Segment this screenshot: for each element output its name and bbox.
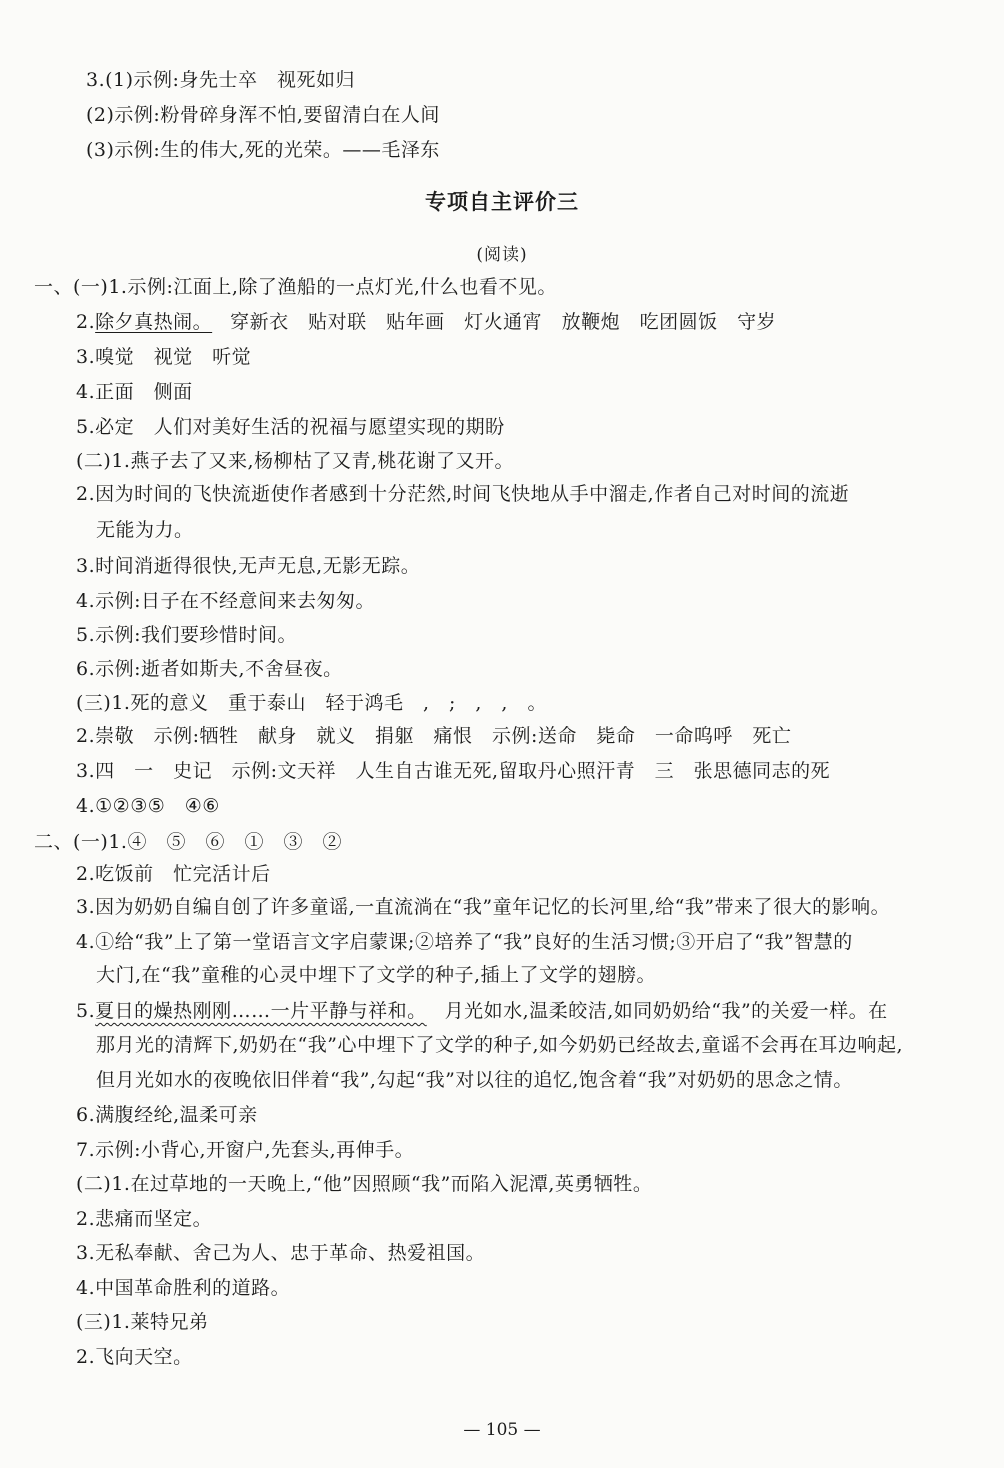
answer-text: 穿新衣 贴对联 贴年画 灯火通宵 放鞭炮 吃团圆饭 守岁 (230, 311, 777, 333)
answer-line: (三)1.莱特兄弟 (76, 1311, 209, 1333)
answer-line: (二)1.在过草地的一天晚上,“他”因照顾“我”而陷入泥潭,英勇牺牲。 (76, 1173, 653, 1195)
answer-line: 一、(一)1.示例:江面上,除了渔船的一点灯光,什么也看不见。 (34, 276, 557, 298)
underlined-sentence: 夏日的燥热刚刚……一片平静与祥和。 (95, 1000, 427, 1022)
answer-line: 2.吃饭前 忙完活计后 (76, 863, 271, 885)
underlined-sentence: 除夕真热闹。 (95, 311, 213, 333)
answer-line: 那月光的清辉下,奶奶在“我”心中埋下了文学的种子,如今奶奶已经故去,童谣不会再在耳边响起, (96, 1034, 904, 1056)
answer-line: 3.时间消逝得很快,无声无息,无影无踪。 (76, 555, 421, 577)
answer-line: 4.示例:日子在不经意间来去匆匆。 (76, 590, 376, 612)
answer-line: 6.满腹经纶,温柔可亲 (76, 1104, 258, 1126)
answer-line: 大门,在“我”童稚的心灵中埋下了文学的种子,插上了文学的翅膀。 (96, 964, 657, 986)
answer-line: 二、(一)1.④ ⑤ ⑥ ① ③ ② (34, 831, 342, 853)
section-subtitle: (阅读) (476, 245, 528, 265)
answer-line: 4.正面 侧面 (76, 381, 193, 403)
answer-line: (二)1.燕子去了又来,杨柳枯了又青,桃花谢了又开。 (76, 450, 515, 472)
answer-number: 2. (76, 311, 96, 333)
section-title: 专项自主评价三 (425, 190, 579, 214)
answer-line: 3.因为奶奶自编自创了许多童谣,一直流淌在“我”童年记忆的长河里,给“我”带来了很大的影响。 (76, 896, 891, 918)
answer-line: (3)示例:生的伟大,死的光荣。——毛泽东 (86, 139, 440, 161)
answer-line: 4.①给“我”上了第一堂语言文字启蒙课;②培养了“我”良好的生活习惯;③开启了“我”智慧的 (76, 931, 853, 953)
answer-line: 5.必定 人们对美好生活的祝福与愿望实现的期盼 (76, 416, 505, 438)
answer-line: 2.因为时间的飞快流逝使作者感到十分茫然,时间飞快地从手中溜走,作者自己对时间的流逝 (76, 483, 850, 505)
answer-line (76, 999, 888, 1023)
answer-text: 月光如水,温柔皎洁,如同奶奶给“我”的关爱一样。在 (444, 1000, 888, 1022)
answer-line: 3.嗅觉 视觉 听觉 (76, 346, 252, 368)
answer-line: (三)1.死的意义 重于泰山 轻于鸿毛 , ; , , 。 (76, 692, 547, 714)
answer-line (76, 310, 776, 334)
answer-line: 2.崇敬 示例:牺牲 献身 就义 捐躯 痛恨 示例:送命 毙命 一命呜呼 死亡 (76, 725, 792, 747)
answer-line: 3.四 一 史记 示例:文天祥 人生自古谁无死,留取丹心照汗青 三 张思德同志的死 (76, 760, 831, 782)
answer-line: 6.示例:逝者如斯夫,不舍昼夜。 (76, 658, 343, 680)
answer-line: 无能为力。 (96, 519, 194, 541)
answer-line: 4.①②③⑤ ④⑥ (76, 795, 220, 817)
answer-line: 2.飞向天空。 (76, 1346, 193, 1368)
answer-line: (2)示例:粉骨碎身浑不怕,要留清白在人间 (86, 104, 440, 126)
answer-line: 5.示例:我们要珍惜时间。 (76, 624, 298, 646)
answer-line: 3.无私奉献、舍己为人、忠于革命、热爱祖国。 (76, 1242, 486, 1264)
answer-line: 7.示例:小背心,开窗户,先套头,再伸手。 (76, 1139, 415, 1161)
answer-line: 2.悲痛而坚定。 (76, 1208, 213, 1230)
page-number: — 105 — (463, 1420, 541, 1440)
answer-number: 5. (76, 1000, 96, 1022)
answer-line: 4.中国革命胜利的道路。 (76, 1277, 291, 1299)
answer-line: 但月光如水的夜晚依旧伴着“我”,勾起“我”对以往的追忆,饱含着“我”对奶奶的思念之情。 (96, 1069, 853, 1091)
answer-line: 3.(1)示例:身先士卒 视死如归 (86, 69, 355, 91)
